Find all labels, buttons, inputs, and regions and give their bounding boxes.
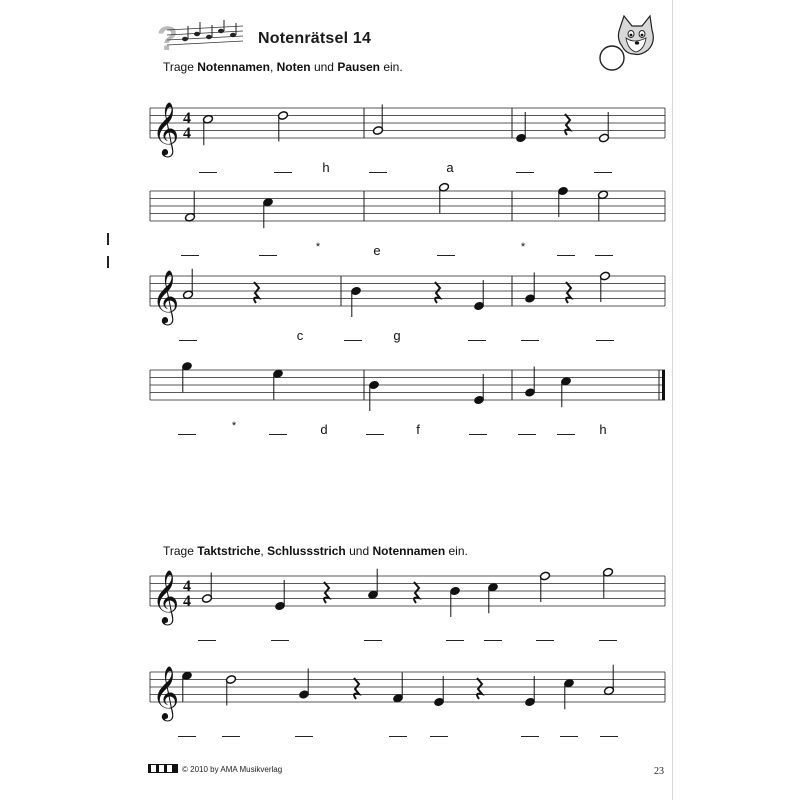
note-name-label: d	[320, 422, 328, 437]
publisher-logo	[148, 764, 178, 773]
answer-blank[interactable]	[518, 434, 536, 435]
quarter-rest-icon	[435, 282, 440, 303]
answer-blank[interactable]	[536, 640, 554, 641]
note-name-label: a	[446, 160, 454, 175]
treble-clef-icon: 𝄞	[152, 665, 180, 719]
note-name-label: *	[231, 420, 237, 432]
quarter-rest-icon	[566, 282, 571, 303]
answer-blank[interactable]	[600, 736, 618, 737]
answer-blank[interactable]	[269, 434, 287, 435]
answer-blank[interactable]	[366, 434, 384, 435]
answer-blank[interactable]	[484, 640, 502, 641]
note-name-label: g	[393, 328, 401, 343]
answer-blank[interactable]	[178, 434, 196, 435]
answer-blank[interactable]	[181, 255, 199, 256]
answer-blank[interactable]	[560, 736, 578, 737]
answer-blank[interactable]	[557, 255, 575, 256]
answer-blank[interactable]	[295, 736, 313, 737]
note-name-label: *	[520, 241, 526, 253]
answer-blank[interactable]	[199, 172, 217, 173]
svg-text:?: ?	[157, 20, 178, 54]
answer-blank[interactable]	[389, 736, 407, 737]
final-barline-thick	[662, 370, 665, 400]
answer-blank[interactable]	[516, 172, 534, 173]
answer-blank[interactable]	[178, 736, 196, 737]
note-name-label: c	[296, 328, 304, 343]
time-signature-top: 4	[183, 578, 191, 595]
answer-blank[interactable]	[595, 255, 613, 256]
instruction-1: Trage Notennamen, Noten und Pausen ein.	[163, 60, 403, 74]
quarter-rest-icon	[414, 582, 419, 603]
page-number: 23	[654, 766, 664, 777]
answer-blank[interactable]	[344, 340, 362, 341]
quarter-rest-icon	[324, 582, 329, 603]
answer-blank[interactable]	[259, 255, 277, 256]
treble-clef-icon: 𝄞	[152, 101, 180, 155]
note-name-label: h	[322, 160, 330, 175]
time-signature-bottom: 4	[183, 125, 191, 142]
note-name-label: h	[599, 422, 607, 437]
note-name-label: e	[373, 243, 381, 258]
answer-blank[interactable]	[430, 736, 448, 737]
instruction-2: Trage Taktstriche, Schlussstrich und Notennamen ein.	[163, 544, 468, 558]
answer-blank[interactable]	[437, 255, 455, 256]
time-signature-bottom: 4	[183, 593, 191, 610]
quarter-rest-icon	[354, 678, 359, 699]
time-signature-top: 4	[183, 110, 191, 127]
treble-clef-icon: 𝄞	[152, 269, 180, 323]
answer-blank[interactable]	[179, 340, 197, 341]
answer-blank[interactable]	[364, 640, 382, 641]
answer-blank[interactable]	[599, 640, 617, 641]
answer-blank[interactable]	[198, 640, 216, 641]
treble-clef-icon: 𝄞	[152, 569, 180, 623]
page-title: Notenrätsel 14	[258, 30, 372, 47]
answer-blank[interactable]	[469, 434, 487, 435]
answer-blank[interactable]	[468, 340, 486, 341]
note-name-label: *	[315, 241, 321, 253]
answer-blank[interactable]	[271, 640, 289, 641]
answer-blank[interactable]	[222, 736, 240, 737]
answer-blank[interactable]	[446, 640, 464, 641]
answer-blank[interactable]	[274, 172, 292, 173]
answer-blank[interactable]	[369, 172, 387, 173]
quarter-rest-icon	[477, 678, 482, 699]
note-name-label: f	[416, 422, 420, 437]
quarter-rest-icon	[254, 282, 259, 303]
answer-blank[interactable]	[596, 340, 614, 341]
quarter-rest-icon	[565, 114, 570, 135]
answer-blank[interactable]	[594, 172, 612, 173]
answer-blank[interactable]	[521, 340, 539, 341]
answer-blank[interactable]	[557, 434, 575, 435]
answer-blank[interactable]	[521, 736, 539, 737]
copyright-text: © 2010 by AMA Musikverlag	[182, 765, 283, 774]
